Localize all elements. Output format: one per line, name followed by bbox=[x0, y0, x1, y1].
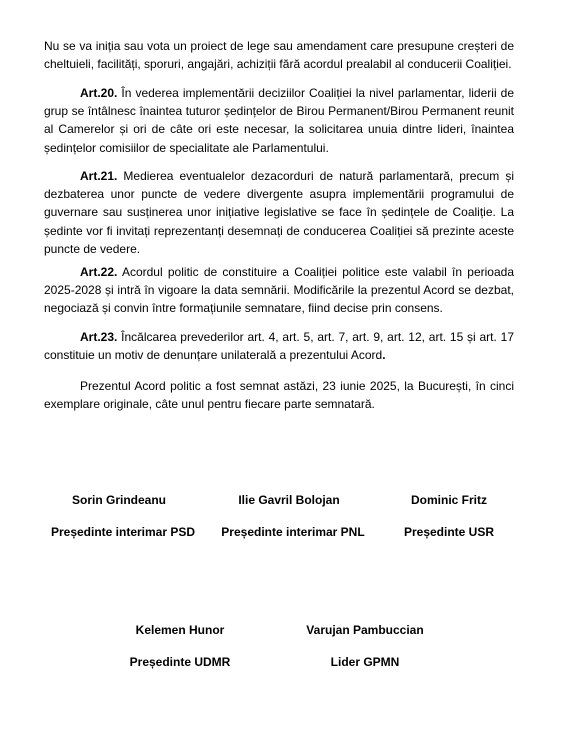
signatory-name: Kelemen Hunor bbox=[135, 623, 225, 637]
intro-text: Nu se va iniția sau vota un proiect de lege sau amendament care presupune creșteri de cheltuieli, facilități, sporuri, angajări, achiziții fără acordul prealabil al conducerii Coaliției. bbox=[44, 39, 514, 72]
article-20-text: În vederea implementării deciziilor Coaliției la nivel parlamentar, liderii de grup se întâlnesc înaintea tuturor ședințelor de Birou Permanent/Birou Permanent reunit al Camerelor și ori de câte ori este necesar, la solicitarea unuia dintre lideri, înaintea ședințelor comisiilor de specialitate ale Parlamentului. bbox=[44, 86, 514, 155]
signatory-title: Președinte interimar PSD bbox=[50, 525, 196, 539]
article-21-text: Medierea eventualelor dezacorduri de natură parlamentară, precum și dezbaterea unor puncte de vedere divergente asupra implementării programului de guvernare sau susținerea unor inițiative legislative se face în ședințele de Coaliție. La ședinte vor fi invitați reprezentanți desemnați de conducerea Coaliției să prezinte aceste puncte de vedere. bbox=[44, 169, 514, 256]
closing-paragraph bbox=[44, 377, 514, 413]
article-23-paragraph bbox=[44, 328, 514, 364]
signatory-name: Ilie Gavril Bolojan bbox=[238, 493, 340, 507]
signatory-name: Sorin Grindeanu bbox=[71, 493, 166, 507]
article-23-end: . bbox=[382, 348, 386, 363]
signatory-title: Președinte UDMR bbox=[129, 655, 231, 669]
signatory-title: Președinte USR bbox=[403, 525, 495, 539]
signatory-name: Dominic Fritz bbox=[410, 493, 487, 507]
signatory-title: Lider GPMN bbox=[330, 655, 400, 669]
signatory-title: Președinte interimar PNL bbox=[221, 525, 365, 539]
article-21-label: Art.21. bbox=[80, 169, 118, 183]
article-22-text: Acordul politic de constituire a Coaliției politice este valabil în perioada 2025-2028 și intră în vigoare la data semnării. Modificările la prezentul Acord se dezbat, negociază și convin între formațiunile semnatare, fiind decise prin consens. bbox=[44, 265, 514, 316]
article-20-label: Art.20. bbox=[80, 86, 118, 100]
article-22-paragraph bbox=[44, 263, 514, 318]
intro-paragraph bbox=[44, 37, 514, 73]
article-20-paragraph bbox=[44, 84, 514, 157]
signatory-name: Varujan Pambuccian bbox=[306, 623, 424, 637]
closing-text: Prezentul Acord politic a fost semnat astăzi, 23 iunie 2025, la București, în cinci exemplare originale, câte unul pentru fiecare parte semnatară. bbox=[44, 379, 514, 412]
article-23-text: Încălcarea prevederilor art. 4, art. 5, art. 7, art. 9, art. 12, art. 15 și art. 17 constituie un motiv de denunțare unilaterală a prezentului Acord bbox=[44, 330, 514, 363]
article-21-paragraph bbox=[44, 167, 514, 258]
article-23-label: Art.23. bbox=[80, 330, 118, 344]
article-22-label: Art.22. bbox=[80, 265, 118, 279]
